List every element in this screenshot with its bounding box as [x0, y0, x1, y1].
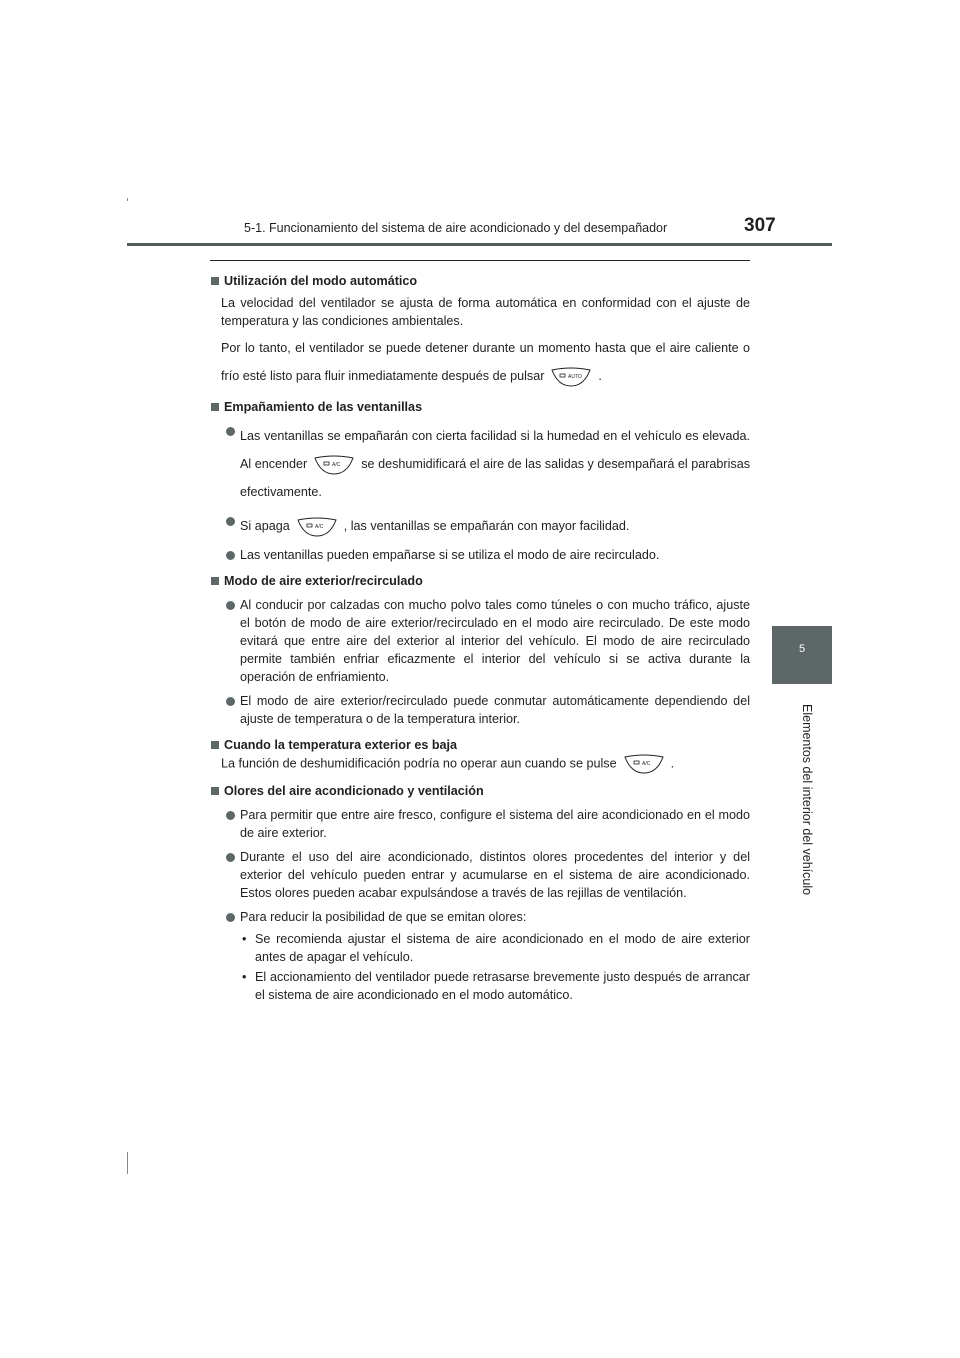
- ac-button-icon: [296, 517, 338, 537]
- bullet-item: Al conducir por calzadas con mucho polvo tales como túneles o con mucho tráfico, ajuste el botón de modo de aire exterior/recirculado en el modo aire recirculado. De este modo evitará que entre aire del exterior al interior del vehículo. El modo de aire recirculado permite también enfriar eficazmente el interior del vehículo si se activa durante la operación de enfriamiento.: [221, 596, 750, 686]
- heading-low-temperature: Cuando la temperatura exterior es baja: [210, 736, 750, 754]
- heading-recirculation: Modo de aire exterior/recirculado: [210, 572, 750, 590]
- heading-auto-mode: Utilización del modo automático: [210, 272, 750, 290]
- svg-text:A/C: A/C: [332, 461, 341, 468]
- bullet-item: Para permitir que entre aire fresco, configure el sistema del aire acondicionado en el modo de aire exterior.: [221, 806, 750, 842]
- crop-mark: [127, 198, 128, 201]
- bullet-item: Durante el uso del aire acondicionado, distintos olores procedentes del interior y del exterior del vehículo pueden entrar y acumularse en el sistema de aire acondicionado. Estos olores pueden acabar expulsándose a través de las rejillas de ventilación.: [221, 848, 750, 902]
- heading-fogging: Empañamiento de las ventanillas: [210, 398, 750, 416]
- bullet-item: El modo de aire exterior/recirculado puede conmutar automáticamente dependiendo del ajuste de temperatura o de la temperatura interior.: [221, 692, 750, 728]
- auto-button-icon: [550, 367, 592, 387]
- chapter-tab-label: Elementos del interior del vehículo: [800, 704, 814, 896]
- svg-text:AUTO: AUTO: [568, 373, 583, 380]
- bullet-item: Si apaga A/C , las ventanillas se empañarán con mayor facilidad.: [221, 512, 750, 540]
- svg-text:A/C: A/C: [314, 523, 324, 530]
- header-rule: [127, 243, 832, 246]
- chapter-tab-number: 5: [798, 643, 806, 655]
- bullet-item: Para reducir la posibilidad de que se emitan olores:: [221, 908, 750, 926]
- crop-mark: [127, 1152, 128, 1174]
- chapter-title: 5-1. Funcionamiento del sistema de aire acondicionado y del desempañador: [244, 221, 668, 235]
- sub-bullet-item: • El accionamiento del ventilador puede retrasarse brevemente justo después de arrancar el sistema de aire acondicionado en el modo automático.: [240, 968, 750, 1004]
- chapter-tab: [772, 626, 832, 684]
- page-number: 307: [744, 215, 776, 236]
- svg-text:A/C: A/C: [641, 761, 650, 767]
- sub-bullet-item: • Se recomienda ajustar el sistema de aire acondicionado en el modo de aire exterior antes de apagar el vehículo.: [240, 930, 750, 966]
- page-content: [210, 272, 750, 1004]
- bullet-item: Las ventanillas se empañarán con cierta facilidad si la humedad en el vehículo es elevada. Al encender A/C se deshumidificará el aire de las salidas y desempañará el parabrisas efectivamente.: [221, 422, 750, 506]
- ac-button-icon: [623, 754, 665, 774]
- paragraph-auto-button: Por lo tanto, el ventilador se puede detener durante un momento hasta que el aire caliente o frío esté listo para fluir inmediatamente después de pulsar AUTO .: [221, 334, 750, 390]
- heading-odors: Olores del aire acondicionado y ventilación: [210, 782, 750, 800]
- paragraph: La velocidad del ventilador se ajusta de forma automática en conformidad con el ajuste de temperatura y las condiciones ambientales.: [221, 296, 750, 328]
- section-rule: [210, 260, 750, 261]
- paragraph-ac-button: La función de deshumidificación podría no operar aun cuando se pulse A/C .: [221, 754, 750, 774]
- bullet-item: Las ventanillas pueden empañarse si se utiliza el modo de aire recirculado.: [221, 546, 750, 564]
- ac-button-icon: [313, 455, 355, 475]
